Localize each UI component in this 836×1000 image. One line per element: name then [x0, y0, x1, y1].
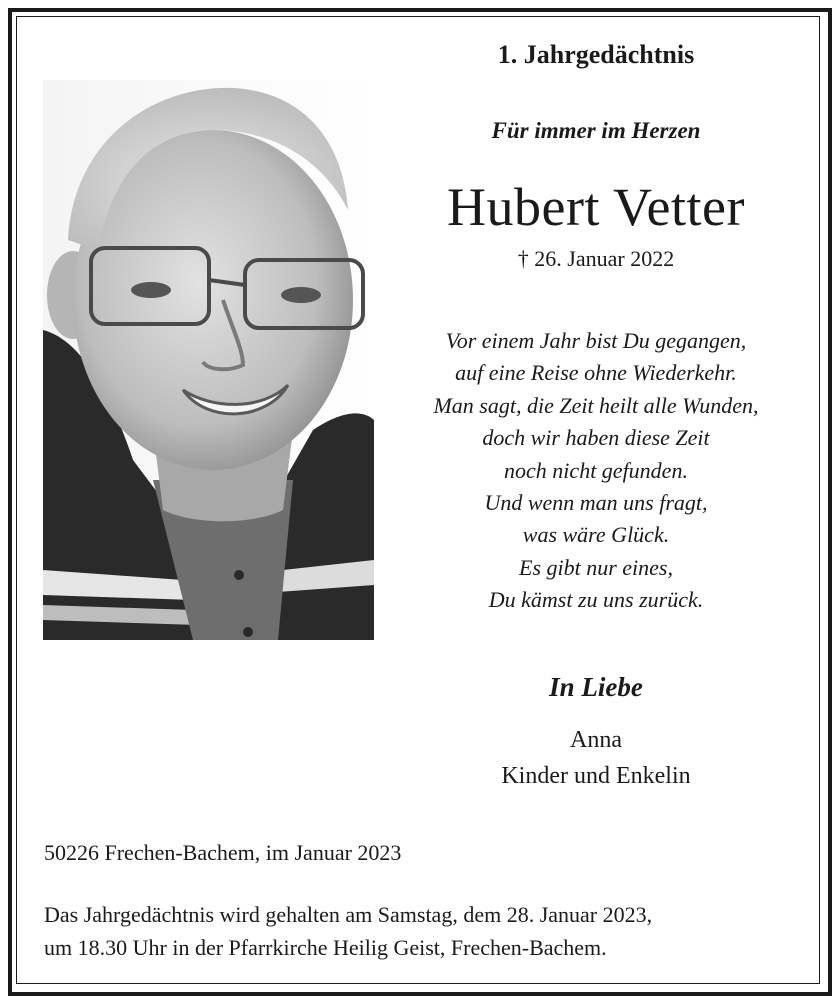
poem: [390, 325, 802, 617]
closing: In Liebe: [549, 672, 643, 702]
memorial-line: Das Jahrgedächtnis wird gehalten am Samstag, dem 28. Januar 2023,: [44, 902, 653, 927]
place-date: 50226 Frechen-Bachem, im Januar 2023: [44, 840, 402, 865]
memorial-line: um 18.30 Uhr in der Pfarrkirche Heilig Geist, Frechen-Bachem.: [44, 935, 607, 960]
poem-line: auf eine Reise ohne Wiederkehr.: [455, 360, 737, 386]
poem-line: Es gibt nur eines,: [519, 554, 673, 580]
mourner: Kinder und Enkelin: [501, 763, 691, 789]
poem-line: doch wir haben diese Zeit: [482, 425, 710, 451]
deceased-name: Hubert Vetter: [447, 177, 745, 237]
poem-line: was wäre Glück.: [522, 522, 670, 548]
poem-line: Und wenn man uns fragt,: [484, 490, 708, 516]
death-date: † 26. Januar 2022: [517, 246, 675, 271]
heading: 1. Jahrgedächtnis: [497, 40, 695, 69]
poem-line: Du kämst zu uns zurück.: [488, 587, 704, 613]
portrait-photo: [43, 80, 374, 640]
poem-line: Vor einem Jahr bist Du gegangen,: [445, 328, 747, 353]
motto: Für immer im Herzen: [491, 118, 701, 143]
mourner: Anna: [570, 727, 622, 753]
poem-line: Man sagt, die Zeit heilt alle Wunden,: [433, 392, 759, 418]
mourners: [390, 722, 802, 794]
memorial-notice: [44, 898, 814, 964]
poem-line: noch nicht gefunden.: [504, 457, 688, 483]
